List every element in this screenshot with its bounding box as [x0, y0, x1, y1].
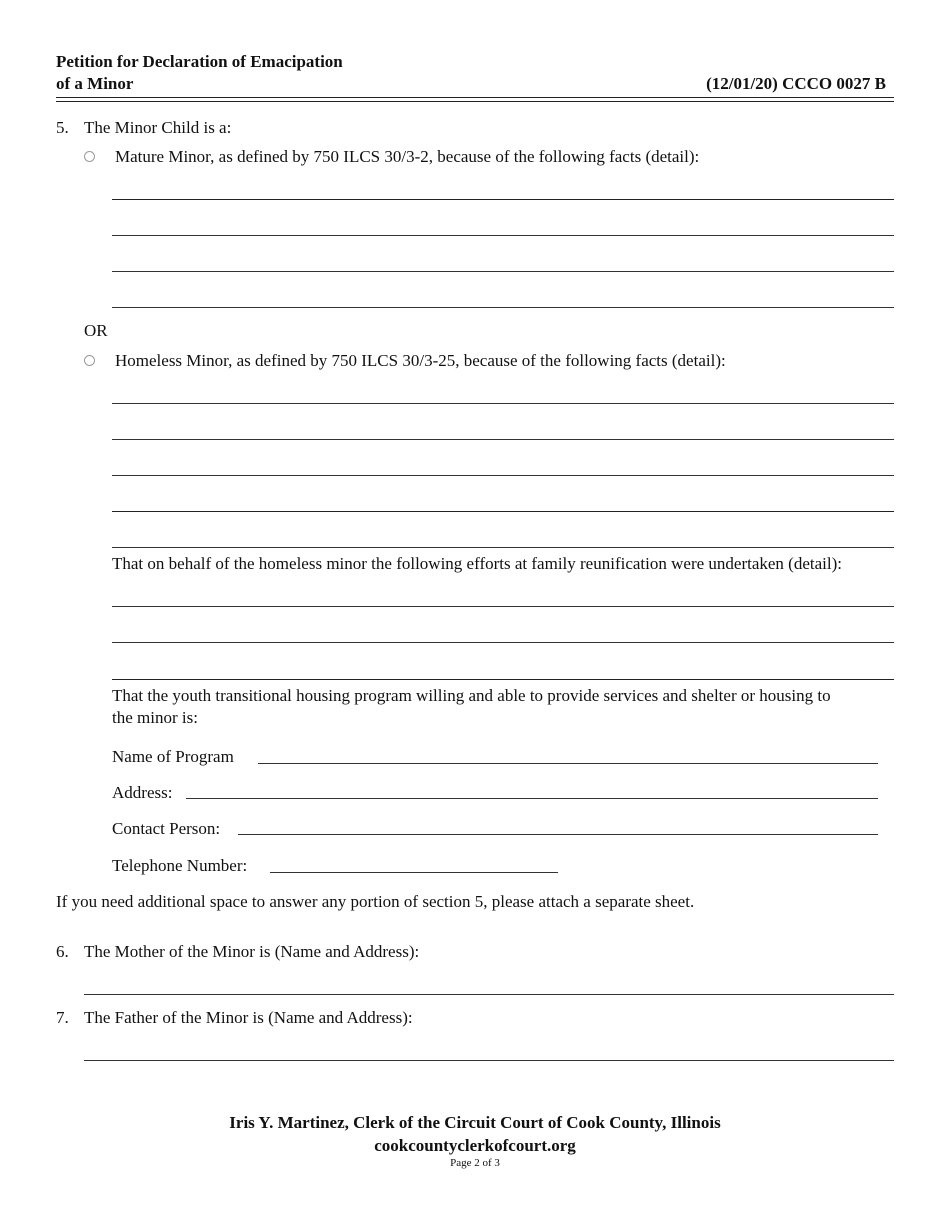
or-label: OR — [84, 321, 108, 340]
homeless-detail-line-5[interactable] — [112, 547, 894, 548]
housing-prompt-line1: That the youth transitional housing program willing and able to provide services and shelter or housing to — [112, 686, 831, 705]
form-code: (12/01/20) CCCO 0027 B — [706, 74, 886, 93]
homeless-detail-line-2[interactable] — [112, 439, 894, 440]
program-name-input-line[interactable] — [258, 763, 878, 764]
homeless-detail-line-4[interactable] — [112, 511, 894, 512]
program-name-label: Name of Program — [112, 747, 234, 766]
mother-input-line[interactable] — [84, 994, 894, 995]
homeless-minor-label: Homeless Minor, as defined by 750 ILCS 30/3-25, because of the following facts (detail): — [115, 351, 726, 370]
mature-detail-line-4[interactable] — [112, 307, 894, 308]
additional-space-note: If you need additional space to answer any portion of section 5, please attach a separate sheet. — [56, 892, 695, 911]
form-title-line2: of a Minor — [56, 74, 134, 93]
mature-minor-label: Mature Minor, as defined by 750 ILCS 30/3-2, because of the following facts (detail): — [115, 147, 700, 166]
reunification-line-3[interactable] — [112, 679, 894, 680]
section7-text: The Father of the Minor is (Name and Address): — [84, 1008, 413, 1027]
father-input-line[interactable] — [84, 1060, 894, 1061]
homeless-minor-radio[interactable] — [84, 355, 95, 366]
section7-number: 7. — [56, 1008, 69, 1027]
telephone-label: Telephone Number: — [112, 856, 248, 875]
housing-prompt-line2: the minor is: — [112, 708, 198, 727]
form-title-line1: Petition for Declaration of Emacipation — [56, 52, 343, 71]
contact-person-input-line[interactable] — [238, 834, 878, 835]
homeless-detail-line-1[interactable] — [112, 403, 894, 404]
mature-minor-radio[interactable] — [84, 151, 95, 162]
mature-detail-line-3[interactable] — [112, 271, 894, 272]
telephone-input-line[interactable] — [270, 872, 558, 873]
section5-heading: The Minor Child is a: — [84, 118, 232, 137]
header-rule-top — [56, 97, 894, 98]
mature-detail-line-1[interactable] — [112, 199, 894, 200]
contact-person-label: Contact Person: — [112, 819, 221, 838]
homeless-detail-line-3[interactable] — [112, 475, 894, 476]
footer-website: cookcountyclerkofcourt.org — [374, 1136, 576, 1155]
footer-clerk: Iris Y. Martinez, Clerk of the Circuit Court of Cook County, Illinois — [229, 1113, 721, 1132]
reunification-line-1[interactable] — [112, 606, 894, 607]
reunification-prompt: That on behalf of the homeless minor the following efforts at family reunification were undertaken (detail): — [112, 554, 842, 573]
section5-number: 5. — [56, 118, 69, 137]
mature-detail-line-2[interactable] — [112, 235, 894, 236]
section6-number: 6. — [56, 942, 69, 961]
reunification-line-2[interactable] — [112, 642, 894, 643]
section6-text: The Mother of the Minor is (Name and Address): — [84, 942, 420, 961]
address-input-line[interactable] — [186, 798, 878, 799]
footer-page-number: Page 2 of 3 — [450, 1157, 500, 1169]
header-rule-bottom — [56, 101, 894, 102]
address-label: Address: — [112, 783, 173, 802]
